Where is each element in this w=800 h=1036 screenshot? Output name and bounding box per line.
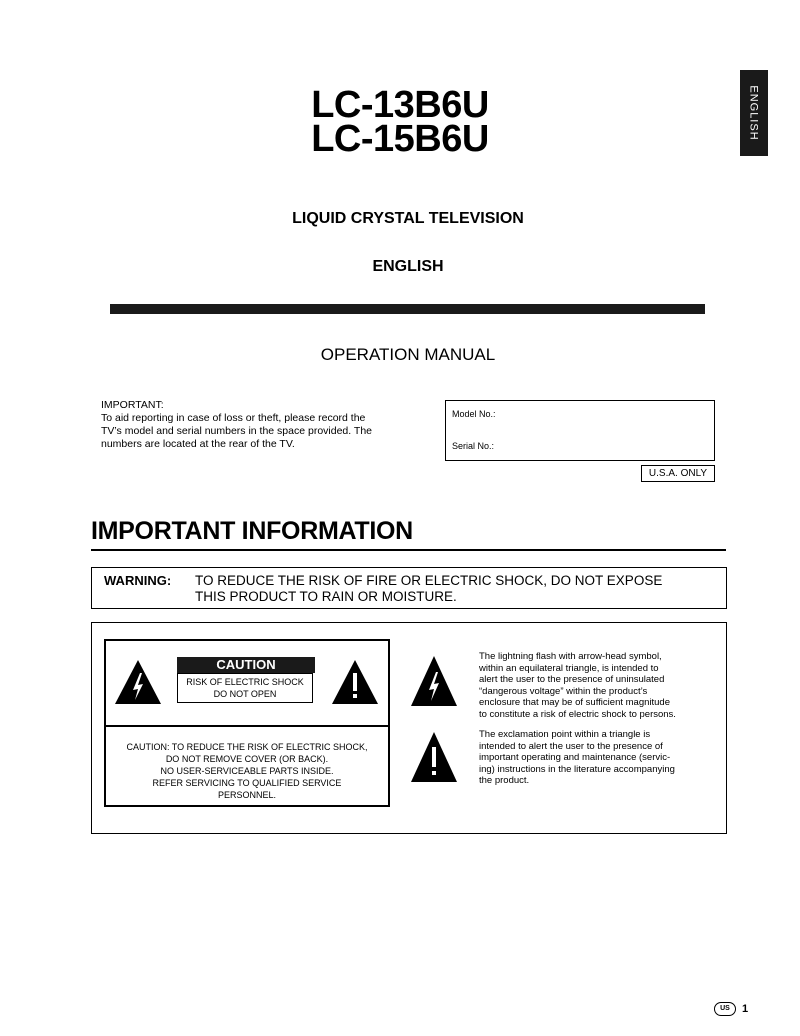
explanation-line: “dangerous voltage” within the product’s bbox=[479, 685, 648, 697]
page-number: 1 bbox=[742, 1003, 749, 1015]
important-note-line: numbers are located at the rear of the TV. bbox=[101, 438, 295, 450]
exclamation-triangle-icon bbox=[410, 731, 458, 783]
language-tab-label: ENGLISH bbox=[748, 85, 761, 141]
caution-panel bbox=[104, 639, 390, 807]
caution-notice-line: DO NOT OPEN bbox=[213, 689, 277, 699]
explanation-line: intended to alert the user to the presence of bbox=[479, 740, 663, 752]
exclamation-triangle-icon bbox=[331, 659, 379, 705]
lightning-explanation bbox=[479, 651, 719, 720]
explanation-line: within an equilateral triangle, is intended to bbox=[479, 662, 659, 674]
warning-label: WARNING: bbox=[104, 573, 172, 588]
warning-line: THIS PRODUCT TO RAIN OR MOISTURE. bbox=[195, 589, 457, 604]
exclamation-explanation bbox=[479, 729, 719, 787]
caution-instructions bbox=[110, 741, 384, 801]
important-note-line: TV’s model and serial numbers in the space provided. The bbox=[101, 425, 373, 437]
model-no-label: Model No.: bbox=[452, 409, 496, 419]
model-number: LC-15B6U bbox=[311, 118, 489, 160]
lightning-triangle-icon bbox=[114, 659, 162, 705]
explanation-line: important operating and maintenance (servic- bbox=[479, 752, 671, 763]
important-note-line: To aid reporting in case of loss or theft, please record the bbox=[101, 412, 366, 424]
section-rule bbox=[91, 549, 726, 551]
caution-panel-top bbox=[106, 641, 388, 727]
safety-symbols-box bbox=[91, 622, 727, 834]
language-heading: ENGLISH bbox=[372, 258, 444, 275]
divider-bar bbox=[110, 304, 705, 314]
model-number: LC-13B6U bbox=[311, 84, 489, 126]
warning-box bbox=[91, 567, 727, 609]
caution-label: CAUTION bbox=[177, 657, 315, 673]
serial-no-label: Serial No.: bbox=[452, 441, 495, 451]
explanation-line: alert the user to the presence of uninsulated bbox=[479, 674, 665, 685]
manual-title: OPERATION MANUAL bbox=[320, 345, 496, 364]
page-footer bbox=[714, 1002, 748, 1016]
lightning-triangle-icon bbox=[410, 655, 458, 707]
product-name: LIQUID CRYSTAL TELEVISION bbox=[292, 210, 524, 227]
caution-instruction-line: CAUTION: TO REDUCE THE RISK OF ELECTRIC SHOCK, bbox=[126, 742, 368, 752]
warning-text bbox=[195, 573, 720, 605]
important-note-heading: IMPORTANT: bbox=[101, 399, 164, 411]
explanation-line: ing) instructions in the literature accompanying bbox=[479, 763, 675, 775]
caution-instruction-line: DO NOT REMOVE COVER (OR BACK). bbox=[165, 754, 329, 764]
caution-instruction-line: NO USER-SERVICEABLE PARTS INSIDE. bbox=[160, 766, 334, 776]
region-badge: US bbox=[714, 1002, 736, 1016]
region-label: U.S.A. ONLY bbox=[641, 465, 715, 482]
explanation-line: to constitute a risk of electric shock to persons. bbox=[479, 708, 676, 720]
explanation-line: The lightning flash with arrow-head symbol, bbox=[479, 651, 662, 662]
explanation-line: the product. bbox=[479, 775, 530, 786]
caution-instruction-line: REFER SERVICING TO QUALIFIED SERVICE bbox=[152, 778, 342, 788]
serial-record-box bbox=[445, 400, 715, 461]
explanation-line: The exclamation point within a triangle is bbox=[479, 729, 651, 740]
section-title: IMPORTANT INFORMATION bbox=[91, 517, 413, 545]
warning-line: TO REDUCE THE RISK OF FIRE OR ELECTRIC SHOCK, DO NOT EXPOSE bbox=[195, 573, 663, 588]
explanation-line: enclosure that may be of sufficient magnitude bbox=[479, 697, 670, 708]
caution-instruction-line: PERSONNEL. bbox=[217, 790, 277, 800]
caution-notice bbox=[177, 673, 313, 703]
caution-notice-line: RISK OF ELECTRIC SHOCK bbox=[186, 677, 304, 687]
important-note bbox=[101, 399, 411, 451]
